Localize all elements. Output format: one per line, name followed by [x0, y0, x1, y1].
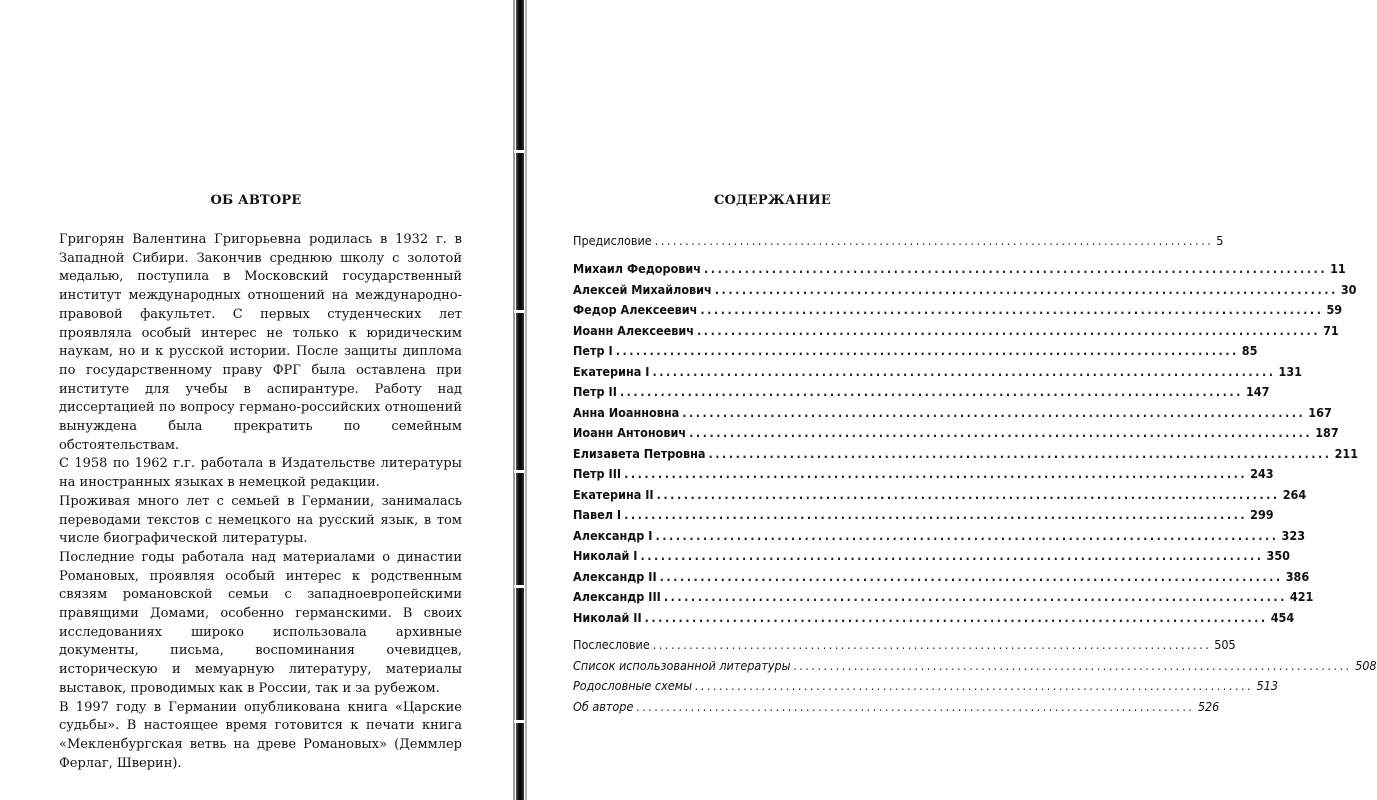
toc-entry-page: 243	[1250, 466, 1274, 481]
toc-leader: ............................................................................................	[708, 445, 1332, 461]
toc-entry-page: 350	[1266, 548, 1291, 563]
toc-entry-title: Александр I	[573, 527, 653, 543]
toc-entry[interactable]	[573, 445, 1359, 466]
toc-entry-preface[interactable]	[573, 233, 1224, 253]
toc-leader: ............................................................................................	[656, 486, 1280, 502]
toc-leader: ............................................................................................	[636, 698, 1195, 714]
toc-entry-page: 187	[1315, 425, 1339, 440]
toc-leader: ............................................................................................	[682, 404, 1306, 420]
toc-leader: ............................................................................................	[714, 281, 1338, 297]
toc-entry-title: Иоанн Антонович	[573, 425, 687, 440]
toc-entry[interactable]	[573, 425, 1339, 445]
toc-entry[interactable]	[573, 466, 1274, 486]
toc-leader: ............................................................................................	[697, 322, 1321, 338]
toc-entry[interactable]	[573, 609, 1295, 630]
toc-entry-page: 505	[1214, 637, 1236, 652]
toc-entry-title: Екатерина I	[573, 363, 650, 379]
toc-entry-title: Александр III	[573, 589, 661, 604]
toc-entry-title: Николай I	[573, 548, 638, 563]
toc-entry-genealogy[interactable]	[573, 678, 1279, 698]
toc-entry-page: 71	[1323, 322, 1339, 338]
toc-entry-page: 5	[1216, 233, 1224, 248]
toc-entry-title: Предисловие	[573, 233, 652, 248]
contents-heading: СОДЕРЖАНИЕ	[713, 193, 832, 208]
toc-entry-page: 454	[1270, 609, 1295, 625]
toc-entry[interactable]	[573, 322, 1339, 343]
toc-entry[interactable]	[573, 548, 1291, 568]
toc-entry[interactable]	[573, 363, 1302, 384]
toc-entry-page: 30	[1340, 281, 1357, 297]
about-paragraph: Григорян Валентина Григорьевна родилась в 1932 г. в Западной Сибири. Закончив среднюю школу с золотой медалью, поступила в Московский государственный институт международных отношений на международно-правовой факультет. С первых студенческих лет проявляла особый интерес не только к юридическим наукам, но и к русской истории. После защиты диплома по государственному праву ФРГ была оставлена при институте для учебы в аспирантуре. Работу над диссертацией по вопросу германо-российских отношений вынуждена была прекратить по семейным обстоятельствам.	[59, 232, 462, 453]
toc-entry[interactable]	[573, 384, 1270, 404]
toc-entry-title: Петр III	[573, 466, 622, 481]
toc-entry-page: 11	[1330, 261, 1346, 276]
toc-entry-page: 59	[1326, 302, 1343, 317]
toc-leader: ............................................................................................	[704, 261, 1328, 276]
toc-entry-page: 167	[1308, 404, 1332, 420]
toc-entry[interactable]	[573, 527, 1306, 548]
toc-leader: ............................................................................................	[655, 527, 1279, 543]
toc-entry[interactable]	[573, 343, 1258, 363]
toc-leader: ............................................................................................	[689, 425, 1313, 440]
about-paragraph: С 1958 по 1962 г.г. работала в Издательстве литературы на иностранных языках в немецкой редакции.	[59, 456, 462, 491]
toc-entry[interactable]	[573, 568, 1310, 589]
about-author-text	[59, 231, 462, 773]
toc-entry[interactable]	[573, 261, 1346, 281]
toc-entry-bibliography[interactable]	[573, 657, 1377, 678]
toc-entry[interactable]	[573, 302, 1343, 322]
toc-entry-page: 508	[1355, 657, 1377, 673]
toc-entry-title: Родословные схемы	[573, 678, 693, 693]
toc-entry-title: Послесловие	[573, 637, 650, 652]
toc-entry-title: Павел I	[573, 507, 622, 522]
toc-leader: ............................................................................................	[652, 363, 1276, 379]
toc-entry-title: Михаил Федорович	[573, 261, 702, 276]
toc-leader: ............................................................................................	[700, 302, 1324, 317]
toc-leader: ............................................................................................	[644, 609, 1268, 625]
toc-entry-page: 131	[1278, 363, 1302, 379]
toc-leader: ............................................................................................	[640, 548, 1264, 563]
toc-leader: ............................................................................................	[654, 233, 1214, 248]
toc-entry[interactable]	[573, 404, 1332, 425]
toc-entry-page: 421	[1289, 589, 1314, 604]
toc-entry-title: Петр II	[573, 384, 617, 399]
toc-entry-page: 323	[1281, 527, 1306, 543]
toc-entry-page: 526	[1197, 698, 1220, 714]
toc-entry-title: Алексей Михайлович	[573, 281, 712, 297]
toc-entry-page: 386	[1285, 568, 1310, 584]
toc-entry-page: 264	[1282, 486, 1307, 502]
toc-entry-title: Николай II	[573, 609, 642, 625]
toc-leader: ............................................................................................	[619, 384, 1243, 399]
toc-entry-page: 513	[1256, 678, 1279, 693]
toc-entry[interactable]	[573, 507, 1274, 527]
toc-entry-page: 147	[1245, 384, 1270, 399]
toc-entry-title: Анна Иоанновна	[573, 404, 680, 420]
about-paragraph: Последние годы работала над материалами о династии Романовых, проявляя особый интерес к родственным связям романовской семьи с западноевропейскими правящими Домами, особенно германскими. В своих исследованиях широко использовала архивные документы, письма, воспоминания очевидцев, историческую и мемуарную литературу, материалы выставок, проводимых как в России, так и за рубежом.	[59, 549, 462, 696]
toc-entry-page: 85	[1241, 343, 1258, 358]
toc-entry-afterword[interactable]	[573, 637, 1236, 657]
toc-leader: ............................................................................................	[663, 589, 1287, 604]
toc-entry-title: Александр II	[573, 568, 657, 584]
toc-entry-title: Екатерина II	[573, 486, 654, 502]
about-paragraph: В 1997 году в Германии опубликована книга «Царские судьбы». В настоящее время готовится к печати книга «Мекленбургская ветвь на древе Романовых» (Деммлер Ферлаг, Шверин).	[59, 699, 462, 771]
toc-leader: ............................................................................................	[793, 657, 1353, 673]
toc-entry-about-author[interactable]	[573, 698, 1220, 719]
toc-entry-title: Список использованной литературы	[573, 657, 791, 673]
toc-entry-title: Федор Алексеевич	[573, 302, 698, 317]
toc-entry-title: Петр I	[573, 343, 613, 358]
toc-leader: ............................................................................................	[615, 343, 1239, 358]
toc-leader: ............................................................................................	[695, 678, 1254, 693]
toc-leader: ............................................................................................	[659, 568, 1283, 584]
toc-leader: ............................................................................................	[624, 507, 1248, 522]
about-paragraph: Проживая много лет с семьей в Германии, занималась переводами текстов с немецкого на русский язык, в том числе биографической литературы.	[59, 493, 462, 547]
toc-leader: ............................................................................................	[652, 637, 1212, 652]
toc-entry[interactable]	[573, 486, 1307, 507]
toc-entry[interactable]	[573, 281, 1357, 302]
toc-entry-title: Елизавета Петровна	[573, 445, 706, 461]
toc-entry-title: Иоанн Алексеевич	[573, 322, 695, 338]
book-gutter	[512, 0, 527, 800]
toc-entry-page: 211	[1334, 445, 1359, 461]
toc-entry[interactable]	[573, 589, 1314, 609]
toc-entry-page: 299	[1250, 507, 1274, 522]
about-author-heading: ОБ АВТОРЕ	[210, 193, 302, 208]
toc-leader: ............................................................................................	[624, 466, 1248, 481]
toc-entry-title: Об авторе	[573, 698, 634, 714]
